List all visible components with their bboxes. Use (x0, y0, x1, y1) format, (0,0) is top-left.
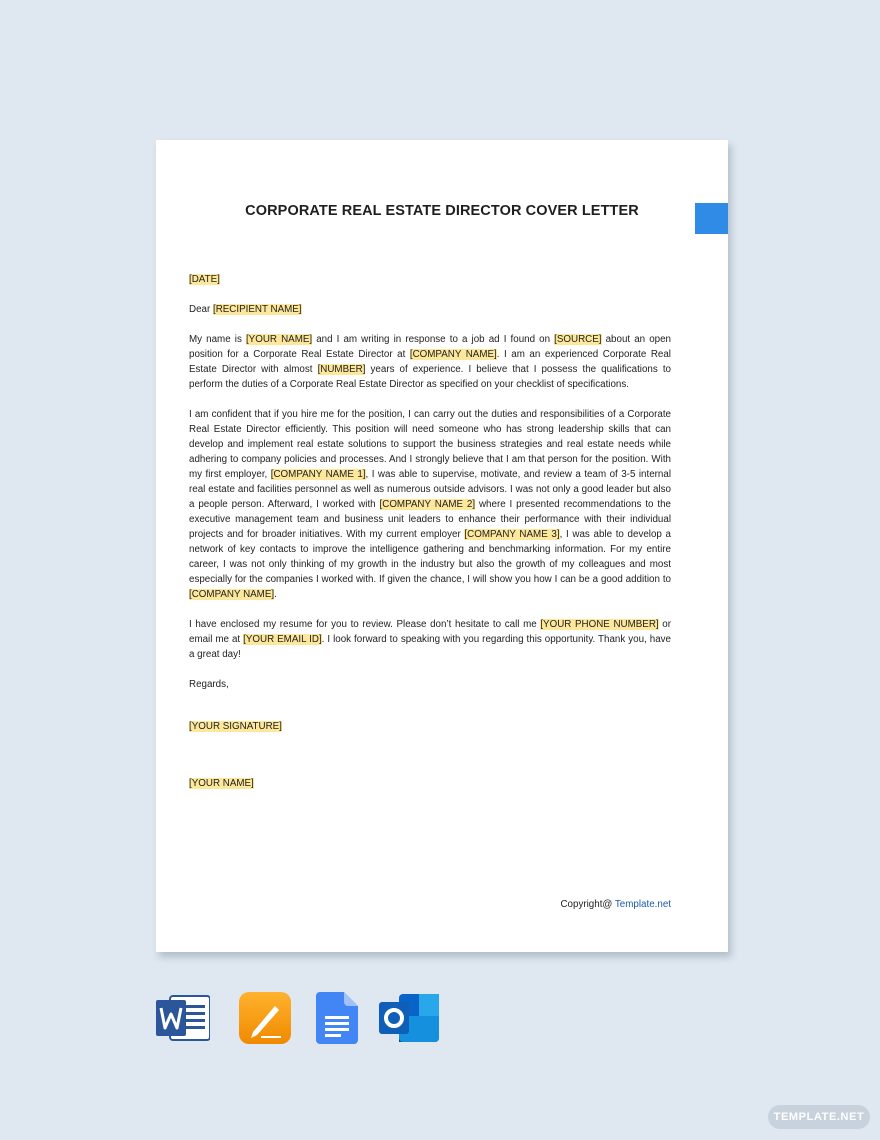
document-title: CORPORATE REAL ESTATE DIRECTOR COVER LETTER (245, 203, 639, 219)
outlook-icon[interactable] (379, 992, 431, 1044)
copyright-link[interactable]: Template.net (614, 899, 671, 910)
signature-placeholder: [YOUR SIGNATURE] (189, 721, 282, 732)
your-name-placeholder: [YOUR NAME] (245, 334, 313, 345)
date-placeholder: [DATE] (189, 274, 220, 285)
closing-paragraph (189, 617, 671, 662)
regards-line: Regards, (189, 679, 229, 690)
number-placeholder: [NUMBER] (317, 364, 366, 375)
intro-text: My name is (189, 334, 246, 345)
body-text: . (274, 589, 277, 600)
intro-text: years of experience. I believe that I possess the qualifications to perform the duties of a Corporate Real Estate Director as specified on your checklist of specifications. (189, 364, 672, 390)
intro-paragraph (189, 332, 671, 392)
copyright-label: Copyright@ (560, 899, 615, 910)
date-line (189, 272, 671, 287)
document-page (156, 140, 728, 952)
closing-text: . I look forward to speaking with you regarding this opportunity. Thank you, have a great day! (189, 634, 671, 660)
word-icon[interactable] (156, 992, 208, 1044)
body-text: , I was able to develop a network of key contacts to improve the intelligence gathering and benchmarking information. For my entire career, I was not only thinking of my growth in the industry but also the growth of my colleagues and most especially for the companies I worked with. If given the chance, I will show you how I can be a good addition to (189, 529, 671, 585)
google-docs-icon[interactable] (316, 992, 368, 1044)
letter-body (189, 272, 671, 791)
company-name-placeholder: [COMPANY NAME] (189, 589, 275, 600)
intro-text: about an open position for a Corporate Real Estate Director at (189, 334, 672, 360)
phone-placeholder: [YOUR PHONE NUMBER] (540, 619, 659, 630)
recipient-placeholder: [RECIPIENT NAME] (212, 304, 302, 315)
accent-tab (695, 203, 728, 234)
intro-text: and I am writing in response to a job ad I found on (312, 334, 555, 345)
company-name-3-placeholder: [COMPANY NAME 3] (464, 529, 560, 540)
body-text: where I presented recommendations to the executive management team and business unit leaders to enhance their performance with their individual projects and for broader initiatives. With my current employer (189, 499, 672, 540)
intro-text: . I am an experienced Corporate Real Estate Director with almost (189, 349, 671, 375)
email-placeholder: [YOUR EMAIL ID] (243, 634, 322, 645)
template-net-badge[interactable]: TEMPLATE.NET (768, 1105, 870, 1129)
body-text: , I was able to supervise, motivate, and review a team of 3-5 internal real estate and facilities personnel as well as numerous outside advisors. I was not only a good leader but also a people person. Afterward, I worked with (189, 469, 672, 510)
company-name-2-placeholder: [COMPANY NAME 2] (379, 499, 476, 510)
body-paragraph (189, 407, 671, 602)
closing-text: or email me at (189, 619, 672, 645)
company-name-1-placeholder: [COMPANY NAME 1] (270, 469, 366, 480)
name-placeholder: [YOUR NAME] (189, 778, 254, 789)
name-line (189, 776, 671, 791)
source-placeholder: [SOURCE] (554, 334, 602, 345)
pages-icon[interactable] (239, 992, 291, 1044)
company-name-placeholder: [COMPANY NAME] (409, 349, 497, 360)
body-text: I am confident that if you hire me for the position, I can carry out the duties and responsibilities of a Corporate Real Estate Director efficiently. This position will need someone who has strong leadership skills that can develop and implement real estate solutions to support the business strategies and real estate needs while adhering to company policies and processes. And I strongly believe that I am that person for the position. With my first employer, (189, 409, 671, 480)
signature-line (189, 719, 671, 734)
greeting-line (189, 302, 671, 317)
copyright-line (560, 899, 671, 910)
greeting-text: Dear (189, 304, 213, 315)
closing-text: I have enclosed my resume for you to review. Please don’t hesitate to call me (189, 619, 541, 630)
